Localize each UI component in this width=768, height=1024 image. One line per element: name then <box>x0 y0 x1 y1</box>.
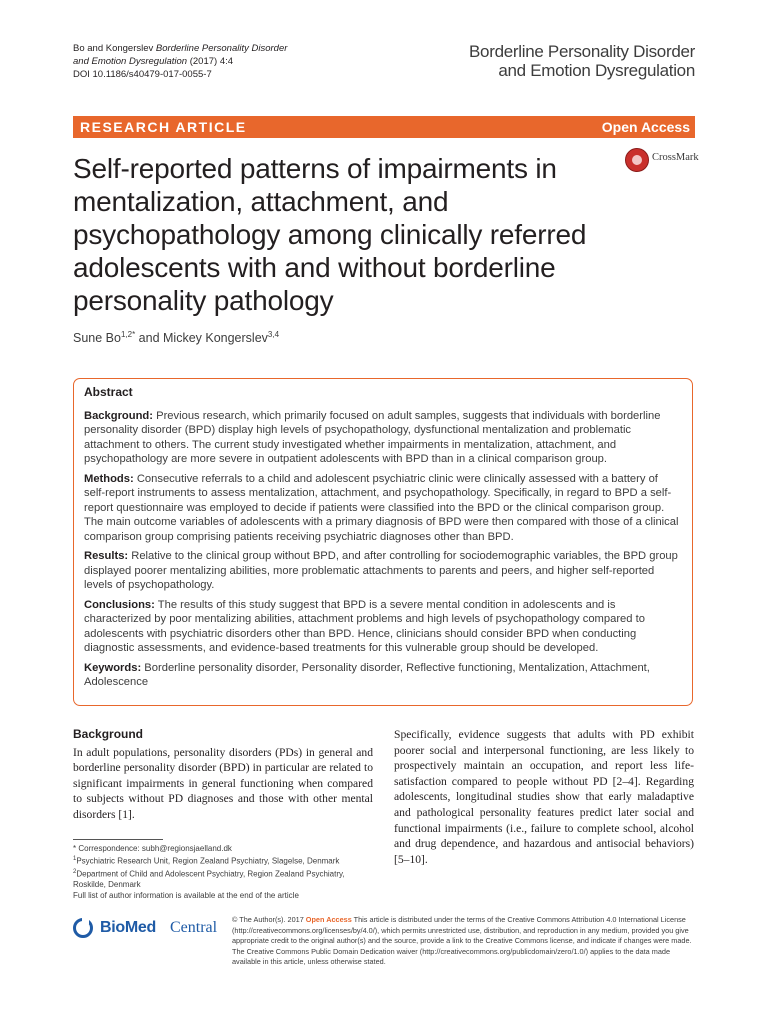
abstract-conclusions: Conclusions: The results of this study suggest that BPD is a severe mental condition in adolescents and is characterized by poor mentalizing abilities, attachment problems and high levels of psychopathology compared to adolescents with psychiatric disorders other than BPD. Hence, clinicians should consider BPD when conducting diagnostic assessments, and evidence-based treatments for this vulnerable group should be developed. <box>84 598 645 654</box>
full-list-note: Full list of author information is available at the end of the article <box>73 891 299 901</box>
journal-name: Borderline Personality Disorder and Emotion Dysregulation <box>469 42 695 80</box>
article-type-label: RESEARCH ARTICLE <box>80 119 247 135</box>
footnotes <box>73 843 373 901</box>
author-list <box>73 330 279 345</box>
citation-doi[interactable]: DOI 10.1186/s40479-017-0055-7 <box>73 69 212 80</box>
body-column-right <box>394 727 694 867</box>
abstract-results: Results: Relative to the clinical group without BPD, and after controlling for sociodemographic variables, the BPD group displayed poorer mentalizing abilities, more problematic attachments to parents and peers, and higher self-reported levels of psychopathology. <box>84 550 678 591</box>
author-name[interactable]: Sune Bo <box>73 331 121 346</box>
license-statement: © The Author(s). 2017 Open Access This article is distributed under the terms of the Creative Commons Attribution 4.0 International License (http://creativecommons.org/licenses/by/4.0/), which permits unrestricted use, distribution, and reproduction in any medium, provided you give appropriate credit to the original author(s) and the source, provide a link to the Creative Commons license, and indicate if changes were made. The Creative Commons Public Domain Dedication waiver (http://creativecommons.org/publicdomain/zero/1.0/) applies to the data made available in this article, unless otherwise stated. <box>232 915 692 967</box>
open-access-label: Open Access <box>601 119 690 135</box>
footnote-divider <box>73 839 163 840</box>
citation-block <box>73 42 373 81</box>
article-title: Self-reported patterns of impairments in mentalization, attachment, and psychopathology among clinically referred adolescents with and without borderline personality pathology <box>73 153 587 316</box>
citation-authors: Bo and Kongerslev <box>73 43 156 54</box>
abstract-keywords: Keywords: Borderline personality disorder, Personality disorder, Reflective functioning, Mentalization, Attachment, Adolescence <box>84 661 650 688</box>
citation-journal: Borderline Personality Disorder <box>155 43 288 54</box>
biomed-central-ring-icon <box>73 918 93 938</box>
author-connector[interactable]: and Mickey Kongerslev <box>135 331 268 346</box>
citation-volume: (2017) 4:4 <box>187 56 234 67</box>
affiliation-1: $^1$Psychiatric Research Unit, Region Zealand Psychiatry, Slagelse, Denmark <box>73 856 340 866</box>
affiliation-2: $^2$Department of Child and Adolescent Psychiatry, Region Zealand Psychiatry, Roskilde, Denmark <box>73 868 345 890</box>
body-paragraph: In adult populations, personality disorders (PDs) in general and borderline personality disorder (BPD) in particular are related to significant impairments in general functioning when compared to subjects without PD diagnoses and those with other mental disorders [1]. <box>73 745 373 821</box>
author-affiliation-ref[interactable]: 3,4 <box>267 330 280 339</box>
body-paragraph: Specifically, evidence suggests that adults with PD exhibit poorer social and interpersonal functioning, are less likely to prospectively maintain an occupation, and report less life-satisfaction compared to people without PD [2–4]. Regarding adolescents, longitudinal studies show that early maladaptive and pathological personality features predict later social and functional impairments (i.e., failure to complete school, alcohol and drug dependence, and hazardous and antisocial behaviors) [5–10]. <box>394 728 694 866</box>
body-column-left <box>73 727 373 823</box>
author-affiliation-ref[interactable]: 1,2* <box>120 330 136 339</box>
crossmark-label: CrossMark <box>652 152 699 163</box>
abstract-box <box>73 378 693 706</box>
biomed-central-logo[interactable]: BioMed Central <box>73 918 223 944</box>
abstract-heading: Abstract <box>84 385 133 399</box>
abstract-methods: Methods: Consecutive referrals to a child and adolescent psychiatric clinic were clinically assessed with a battery of self-report instruments to assess mentalization, attachment, and psychopathology. Specifically, in regard to BPD a self-report questionnaire was employed to decide if patients were classified into the BPD or the clinical comparison group. The main outcome variables of adolescents with a primary diagnosis of BPD were then compared with those of a clinical comparison group comprising patients receiving psychiatric diagnoses other than BPD. <box>84 472 679 543</box>
abstract-background: Background: Previous research, which primarily focused on adult samples, suggests that individuals with borderline personality disorder (BPD) display high levels of psychopathology, dysfunctional mentalization and problematic attachment to others. The current study investigated whether impairments in mentalization, attachment, and psychopathology are more severe in outpatient adolescents with BPD than in a clinical comparison group. <box>84 409 661 465</box>
citation-journal-2: and Emotion Dysregulation <box>73 56 188 67</box>
crossmark-badge[interactable] <box>625 148 705 172</box>
correspondence-note[interactable]: * Correspondence: subh@regionsjaelland.dk <box>73 844 232 853</box>
section-heading-background: Background <box>73 727 144 741</box>
